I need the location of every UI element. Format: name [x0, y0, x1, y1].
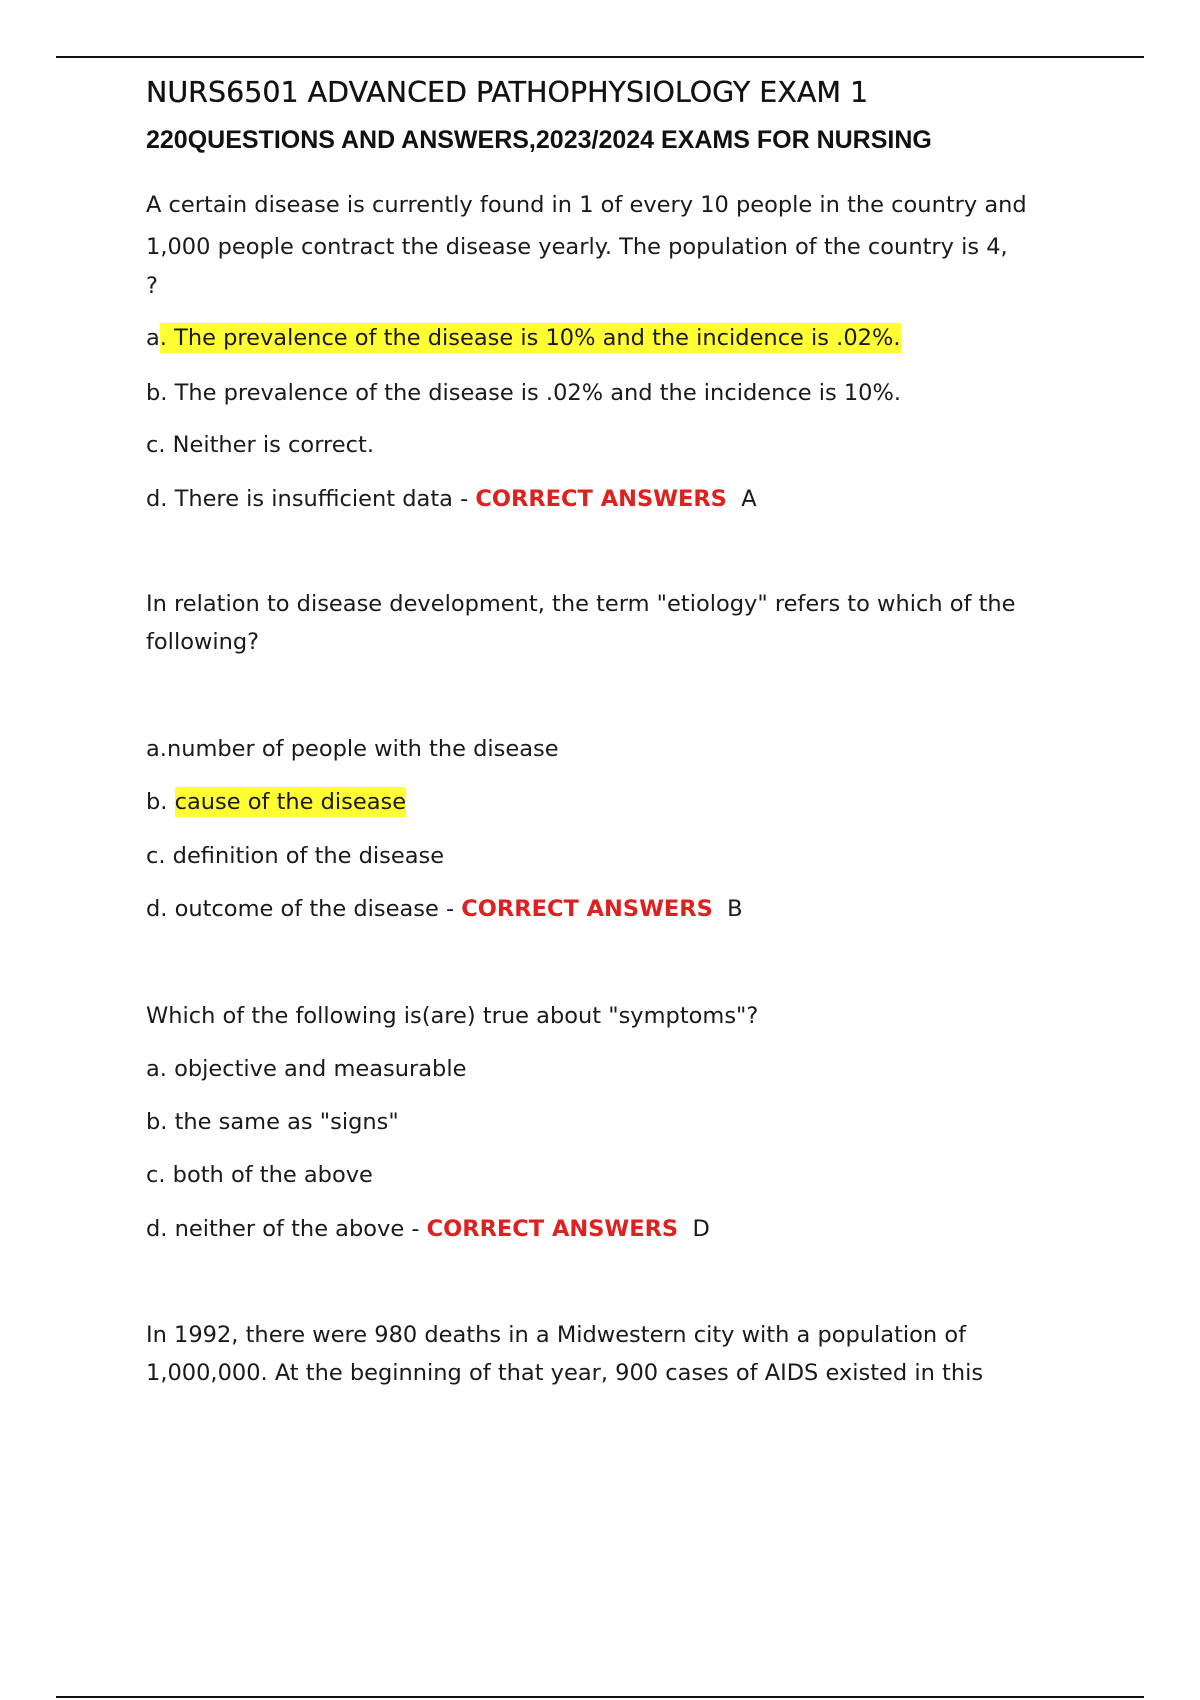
question-2-stem-line-2: following?: [146, 629, 260, 655]
correct-answers-label: CORRECT ANSWERS: [461, 896, 713, 922]
document-title-line-2: 220QUESTIONS AND ANSWERS,2023/2024 EXAMS FOR NURSING: [146, 126, 932, 154]
option-d-text: d. outcome of the disease -: [146, 896, 462, 922]
question-2-option-c: c. definition of the disease: [146, 843, 445, 869]
question-2-option-a: a.number of people with the disease: [146, 736, 559, 762]
correct-answer-letter: D: [692, 1216, 710, 1242]
question-2-option-d: [146, 894, 743, 924]
question-3-option-b: b. the same as "signs": [146, 1109, 399, 1135]
question-2-option-b: [146, 787, 406, 817]
question-1-stem-line-2: 1,000 people contract the disease yearly. The population of the country is 4,: [146, 234, 1008, 260]
question-1-stem-line-3: ?: [146, 273, 158, 299]
highlighted-answer: cause of the disease: [174, 789, 407, 815]
question-4-stem-line-1: In 1992, there were 980 deaths in a Midwestern city with a population of: [146, 1322, 967, 1348]
correct-answer-letter: B: [727, 896, 743, 922]
correct-answers-label: CORRECT ANSWERS: [426, 1216, 679, 1242]
correct-answers-label: CORRECT ANSWERS: [475, 486, 727, 512]
question-1-option-b: b. The prevalence of the disease is .02% and the incidence is 10%.: [146, 380, 901, 406]
question-1-option-c: c. Neither is correct.: [146, 432, 374, 458]
question-2-stem-line-1: In relation to disease development, the term "etiology" refers to which of the: [146, 591, 1016, 617]
question-1-option-d: [146, 484, 757, 514]
option-b-prefix: b.: [146, 789, 175, 815]
document-title-line-1: NURS6501 ADVANCED PATHOPHYSIOLOGY EXAM 1: [146, 76, 869, 109]
option-a-prefix: a: [146, 325, 160, 351]
question-3-option-d: [146, 1214, 710, 1244]
question-1-option-a: [146, 323, 901, 353]
bottom-rule: [56, 1696, 1144, 1698]
question-1-stem-line-1: A certain disease is currently found in 1 of every 10 people in the country and: [146, 192, 1027, 218]
question-3-stem-line-1: Which of the following is(are) true about "symptoms"?: [146, 1003, 759, 1029]
question-4-stem-line-2: 1,000,000. At the beginning of that year, 900 cases of AIDS existed in this: [146, 1360, 984, 1386]
question-3-option-c: c. both of the above: [146, 1162, 373, 1188]
option-d-text: d. There is insufficient data -: [146, 486, 476, 512]
top-rule: [56, 56, 1144, 58]
highlighted-answer: . The prevalence of the disease is 10% and the incidence is .02%.: [159, 325, 901, 351]
question-3-option-a: a. objective and measurable: [146, 1056, 467, 1082]
option-d-text: d. neither of the above -: [146, 1216, 427, 1242]
correct-answer-letter: A: [741, 486, 757, 512]
